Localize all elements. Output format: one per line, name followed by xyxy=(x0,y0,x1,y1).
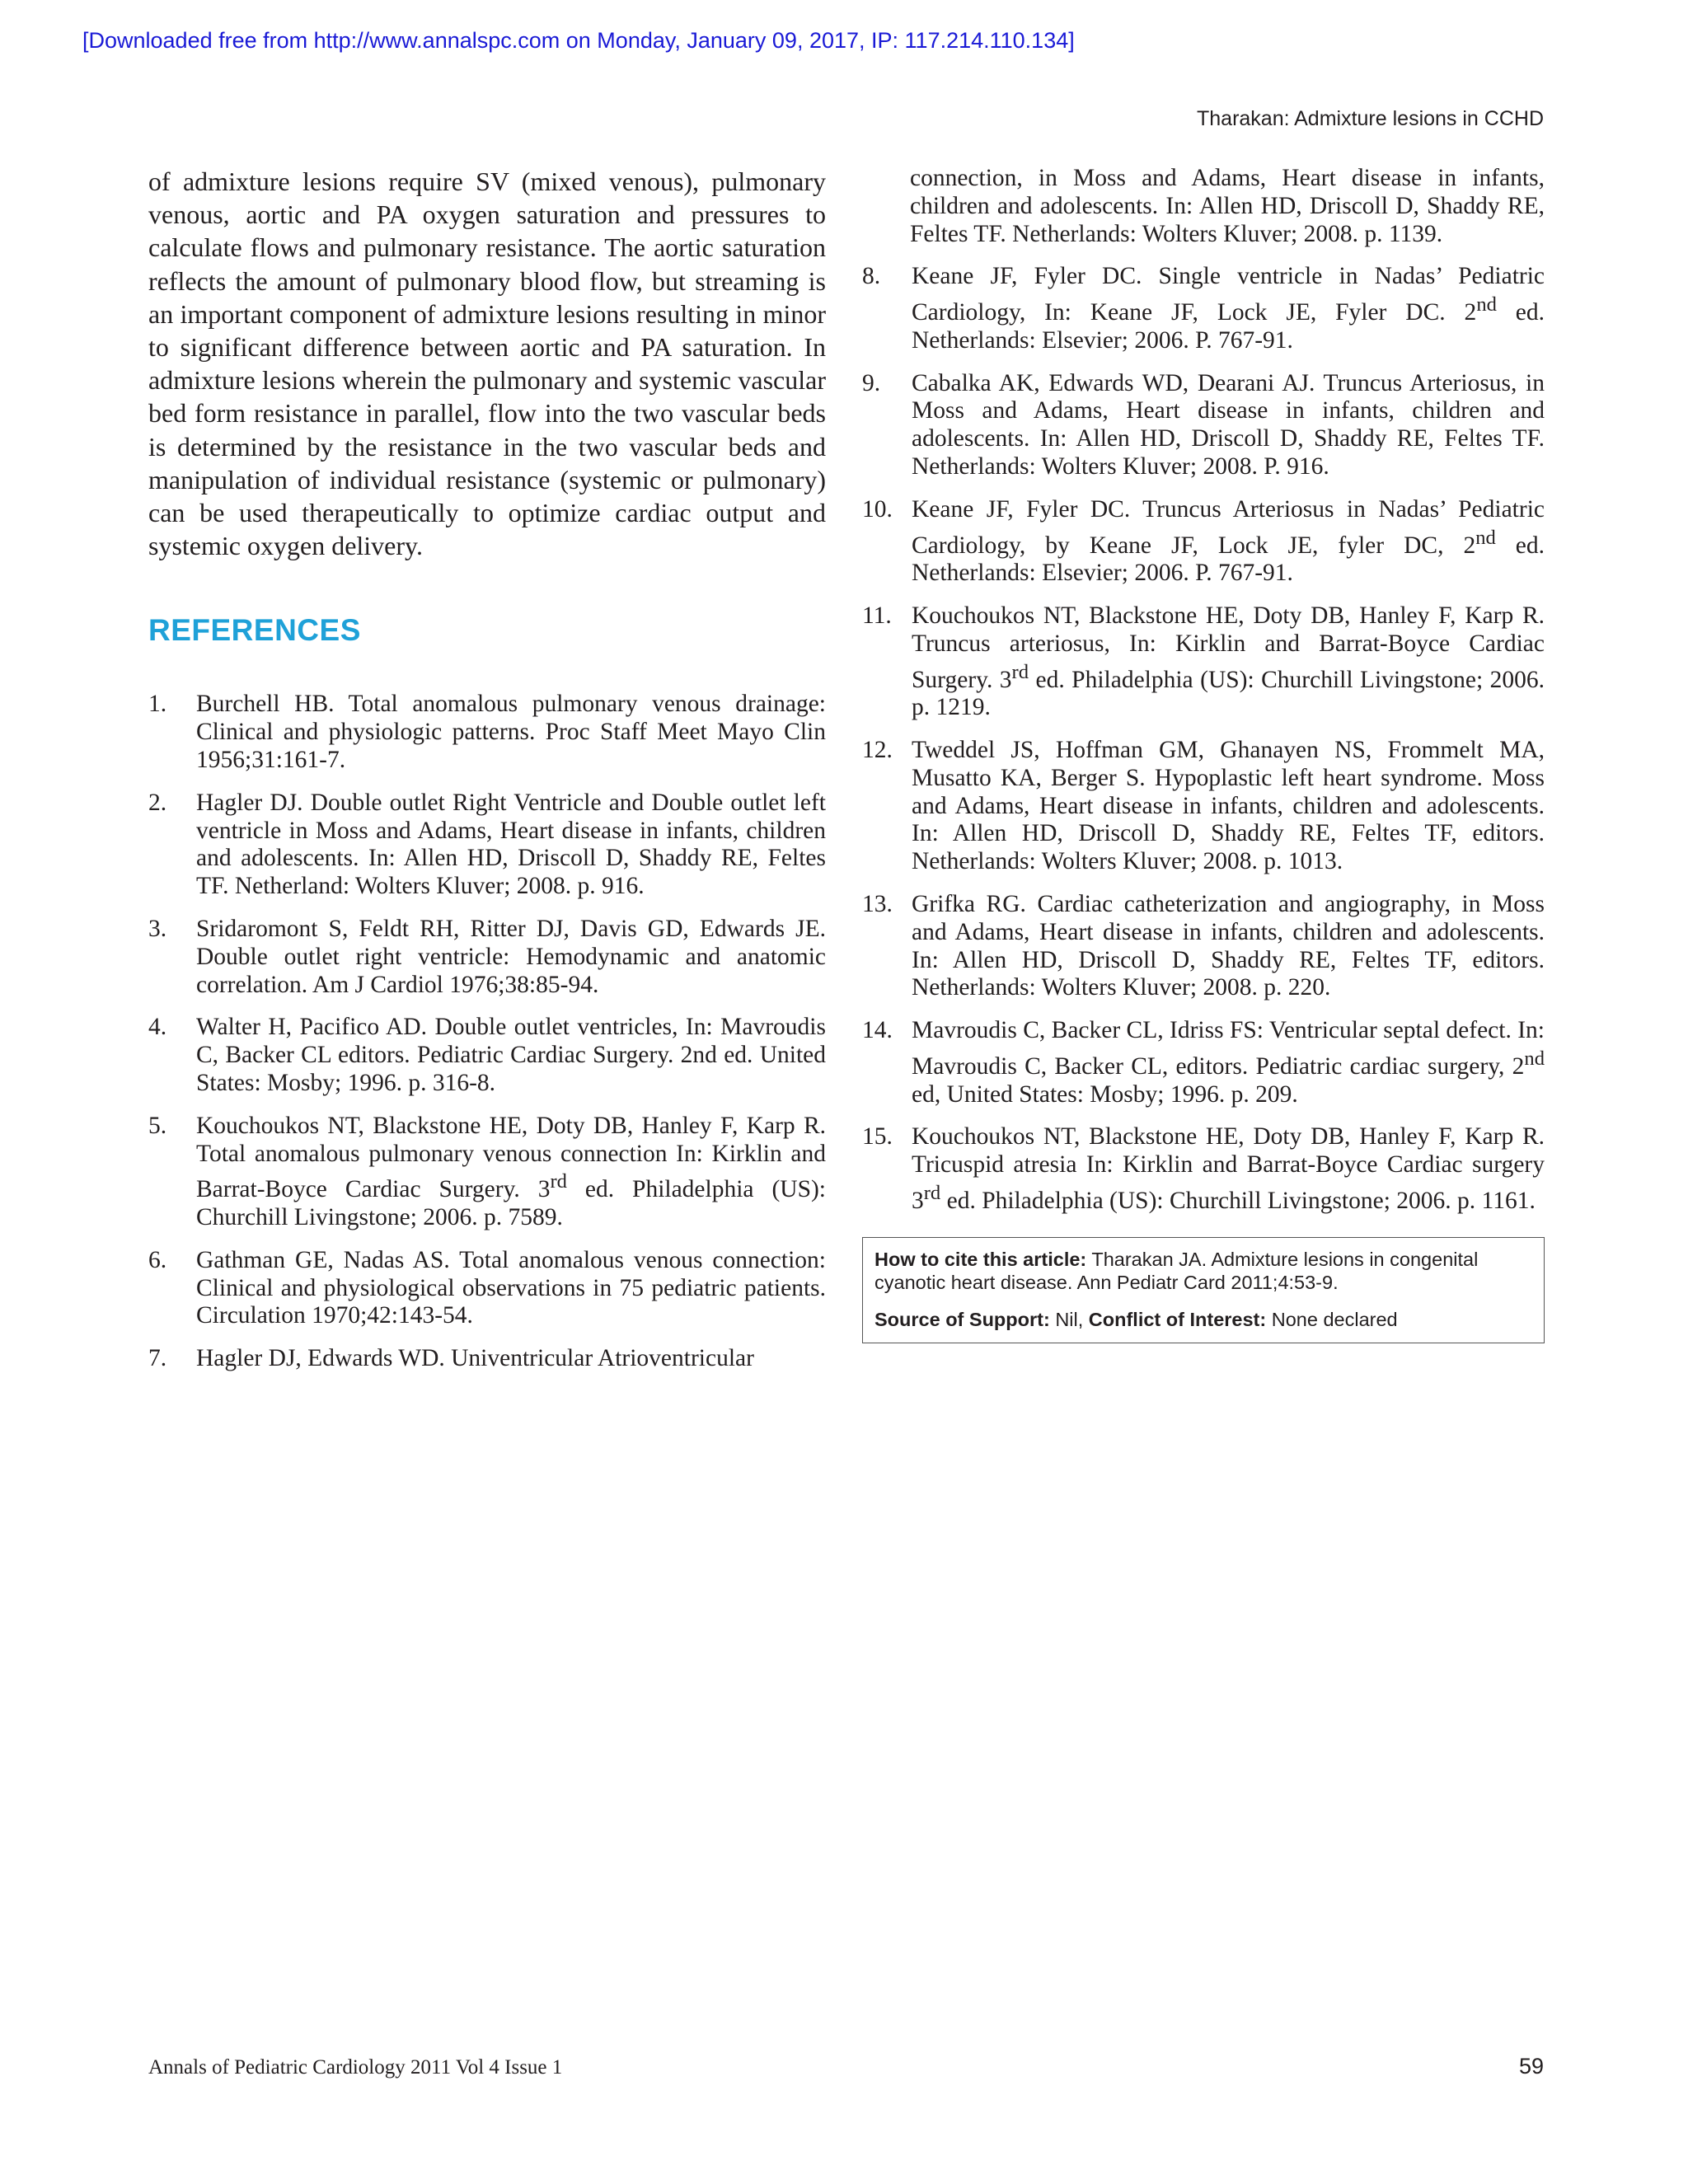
support-text: Nil, xyxy=(1049,1308,1089,1330)
reference-text-part: Kouchoukos NT, Blackstone HE, Doty DB, Hanley F, Karp R. Tricuspid atresia In: Kirklin and Barrat-Boyce Cardiac surgery 3 xyxy=(912,1123,1545,1214)
reference-item xyxy=(148,1345,826,1373)
reference-text-part: Keane JF, Fyler DC. Truncus Arteriosus in Nadas’ Pediatric Cardiology, by Keane JF, Lock JE, fyler DC, 2 xyxy=(912,495,1545,559)
reference-text xyxy=(196,1113,826,1232)
reference-item xyxy=(862,496,1545,588)
reference-item xyxy=(862,263,1545,354)
running-head: Tharakan: Admixture lesions in CCHD xyxy=(1197,107,1544,130)
citation-box xyxy=(862,1237,1545,1344)
reference-text-part: Kouchoukos NT, Blackstone HE, Doty DB, Hanley F, Karp R. Truncus arteriosus, In: Kirklin and Barrat-Boyce Cardiac Surgery. 3 xyxy=(912,602,1545,693)
reference-item xyxy=(862,891,1545,1002)
reference-number: 7. xyxy=(148,1345,167,1372)
reference-item xyxy=(862,737,1545,876)
body-paragraph: of admixture lesions require SV (mixed venous), pulmonary venous, aortic and PA oxygen saturation and pressures to calculate flows and pulmonary resistance. The aortic saturation reflects the amount of pulmonary blood flow, but streaming is an important component of admixture lesions resulting in minor to significant difference between aortic and PA saturation. In admixture lesions wherein the pulmonary and systemic vascular bed form resistance in parallel, flow into the two vascular beds is determined by the resistance in the two vascular beds and manipulation of individual resistance (systemic or pulmonary) can be used therapeutically to optimize cardiac output and systemic oxygen delivery. xyxy=(148,166,826,561)
reference-number: 6. xyxy=(148,1246,167,1273)
superscript: nd xyxy=(1475,526,1496,549)
superscript: rd xyxy=(1011,660,1029,683)
reference-text-part: ed. Philadelphia (US): Churchill Livingstone; 2006. p. 1161. xyxy=(940,1187,1536,1214)
how-to-cite-label: How to cite this article: xyxy=(874,1248,1087,1270)
reference-item xyxy=(862,1123,1545,1215)
reference-item xyxy=(148,916,826,999)
reference-number: 11. xyxy=(862,602,892,630)
reference-text xyxy=(912,1123,1545,1215)
how-to-cite-text: Tharakan JA. Admixture lesions in congenital cyanotic heart disease. Ann Pediatr Card 2011;4:53-9. xyxy=(874,1248,1479,1294)
reference-text xyxy=(912,496,1545,588)
reference-number: 5. xyxy=(148,1112,167,1139)
reference-text: Tweddel JS, Hoffman GM, Ghanayen NS, Frommelt MA, Musatto KA, Berger S. Hypoplastic left heart syndrome. Moss and Adams, Heart disease in infants, children and adolescents. In: Allen HD, Driscoll D, Shaddy RE, Feltes TF, editors. Netherlands: Wolters Kluver; 2008. p. 1013. xyxy=(912,737,1545,875)
reference-continuation: connection, in Moss and Adams, Heart disease in infants, children and adolescents. In: Allen HD, Driscoll D, Shaddy RE, Feltes TF. Netherlands: Wolters Kluver; 2008. p. 1139. xyxy=(910,165,1545,247)
reference-number: 8. xyxy=(862,263,881,290)
reference-text: Walter H, Pacifico AD. Double outlet ventricles, In: Mavroudis C, Backer CL editors. Pediatric Cardiac Surgery. 2nd ed. United States: Mosby; 1996. p. 316-8. xyxy=(196,1014,826,1096)
reference-number: 14. xyxy=(862,1017,893,1044)
reference-number: 3. xyxy=(148,916,167,943)
reference-text-part: ed, United States: Mosby; 1996. p. 209. xyxy=(912,1080,1298,1108)
download-banner: [Downloaded free from http://www.annalspc.com on Monday, January 09, 2017, IP: 117.214.110.134] xyxy=(82,28,1075,53)
reference-number: 12. xyxy=(862,737,893,764)
reference-text: Hagler DJ. Double outlet Right Ventricle and Double outlet left ventricle in Moss and Adams, Heart disease in infants, children and adolescents. In: Allen HD, Driscoll D, Shaddy RE, Feltes TF. Netherland: Wolters Kluver; 2008. p. 916. xyxy=(196,789,826,900)
support-conflict xyxy=(874,1308,1532,1332)
reference-text: Burchell HB. Total anomalous pulmonary venous drainage: Clinical and physiologic patterns. Proc Staff Meet Mayo Clin 1956;31:161-7. xyxy=(196,691,826,774)
reference-text: Hagler DJ, Edwards WD. Univentricular Atrioventricular xyxy=(196,1345,754,1372)
reference-item xyxy=(862,1017,1545,1108)
superscript: rd xyxy=(550,1170,567,1193)
page-number: 59 xyxy=(1518,2054,1544,2079)
reference-text-part: ed. Philadelphia (US): Churchill Livingstone; 2006. p. 1219. xyxy=(912,666,1545,721)
reference-item xyxy=(148,1014,826,1097)
reference-number: 10. xyxy=(862,495,893,523)
reference-text: Gathman GE, Nadas AS. Total anomalous venous connection: Clinical and physiological observations in 75 pediatric patients. Circulation 1970;42:143-54. xyxy=(196,1246,826,1329)
footer-journal: Annals of Pediatric Cardiology 2011 Vol 4 Issue 1 xyxy=(148,2056,563,2079)
conflict-label: Conflict of Interest: xyxy=(1088,1308,1267,1330)
reference-text-part: Mavroudis C, Backer CL, Idriss FS: Ventricular septal defect. In: Mavroudis C, Backer CL, editors. Pediatric cardiac surgery, 2 xyxy=(912,1017,1545,1080)
reference-text-part: ed. Netherlands: Elsevier; 2006. P. 767-91. xyxy=(912,532,1545,587)
how-to-cite xyxy=(874,1248,1532,1295)
reference-text xyxy=(912,263,1545,354)
superscript: nd xyxy=(1476,293,1497,316)
reference-text xyxy=(912,1017,1545,1108)
reference-number: 9. xyxy=(862,369,881,396)
reference-item xyxy=(148,790,826,901)
reference-text-part: ed. Philadelphia (US): Churchill Livingstone; 2006. p. 7589. xyxy=(196,1176,826,1231)
reference-text-part: Kouchoukos NT, Blackstone HE, Doty DB, Hanley F, Karp R. Total anomalous pulmonary venous connection In: Kirklin and Barrat-Boyce Cardiac Surgery. 3 xyxy=(196,1112,826,1203)
reference-item xyxy=(148,691,826,774)
reference-text-part: Keane JF, Fyler DC. Single ventricle in Nadas’ Pediatric Cardiology, In: Keane JF, Lock JE, Fyler DC. 2 xyxy=(912,263,1545,326)
reference-number: 4. xyxy=(148,1014,167,1041)
reference-number: 13. xyxy=(862,891,893,918)
left-column xyxy=(148,165,826,1388)
reference-item xyxy=(862,370,1545,481)
reference-text: Sridaromont S, Feldt RH, Ritter DJ, Davis GD, Edwards JE. Double outlet right ventricle: Hemodynamic and anatomic correlation. Am J Cardiol 1976;38:85-94. xyxy=(196,916,826,998)
conflict-text: None declared xyxy=(1266,1308,1398,1330)
reference-text: Grifka RG. Cardiac catheterization and angiography, in Moss and Adams, Heart disease in infants, children and adolescents. In: Allen HD, Driscoll D, Shaddy RE, Feltes TF, editors. Netherlands: Wolters Kluver; 2008. p. 220. xyxy=(912,891,1545,1001)
reference-item xyxy=(148,1113,826,1232)
reference-number: 1. xyxy=(148,691,167,718)
reference-text xyxy=(912,602,1545,722)
reference-text: Cabalka AK, Edwards WD, Dearani AJ. Truncus Arteriosus, in Moss and Adams, Heart disease in infants, children and adolescents. In: Allen HD, Driscoll D, Shaddy RE, Feltes TF. Netherlands: Wolters Kluver; 2008. P. 916. xyxy=(912,369,1545,480)
reference-item xyxy=(862,602,1545,722)
support-label: Source of Support: xyxy=(874,1308,1050,1330)
reference-number: 15. xyxy=(862,1123,893,1151)
references-heading: REFERENCES xyxy=(148,613,361,648)
reference-item xyxy=(148,1247,826,1330)
right-column xyxy=(862,165,1545,1343)
reference-number: 2. xyxy=(148,789,167,816)
reference-text-part: ed. Netherlands: Elsevier; 2006. P. 767-91. xyxy=(912,299,1545,354)
superscript: nd xyxy=(1524,1047,1545,1070)
superscript: rd xyxy=(923,1182,941,1205)
